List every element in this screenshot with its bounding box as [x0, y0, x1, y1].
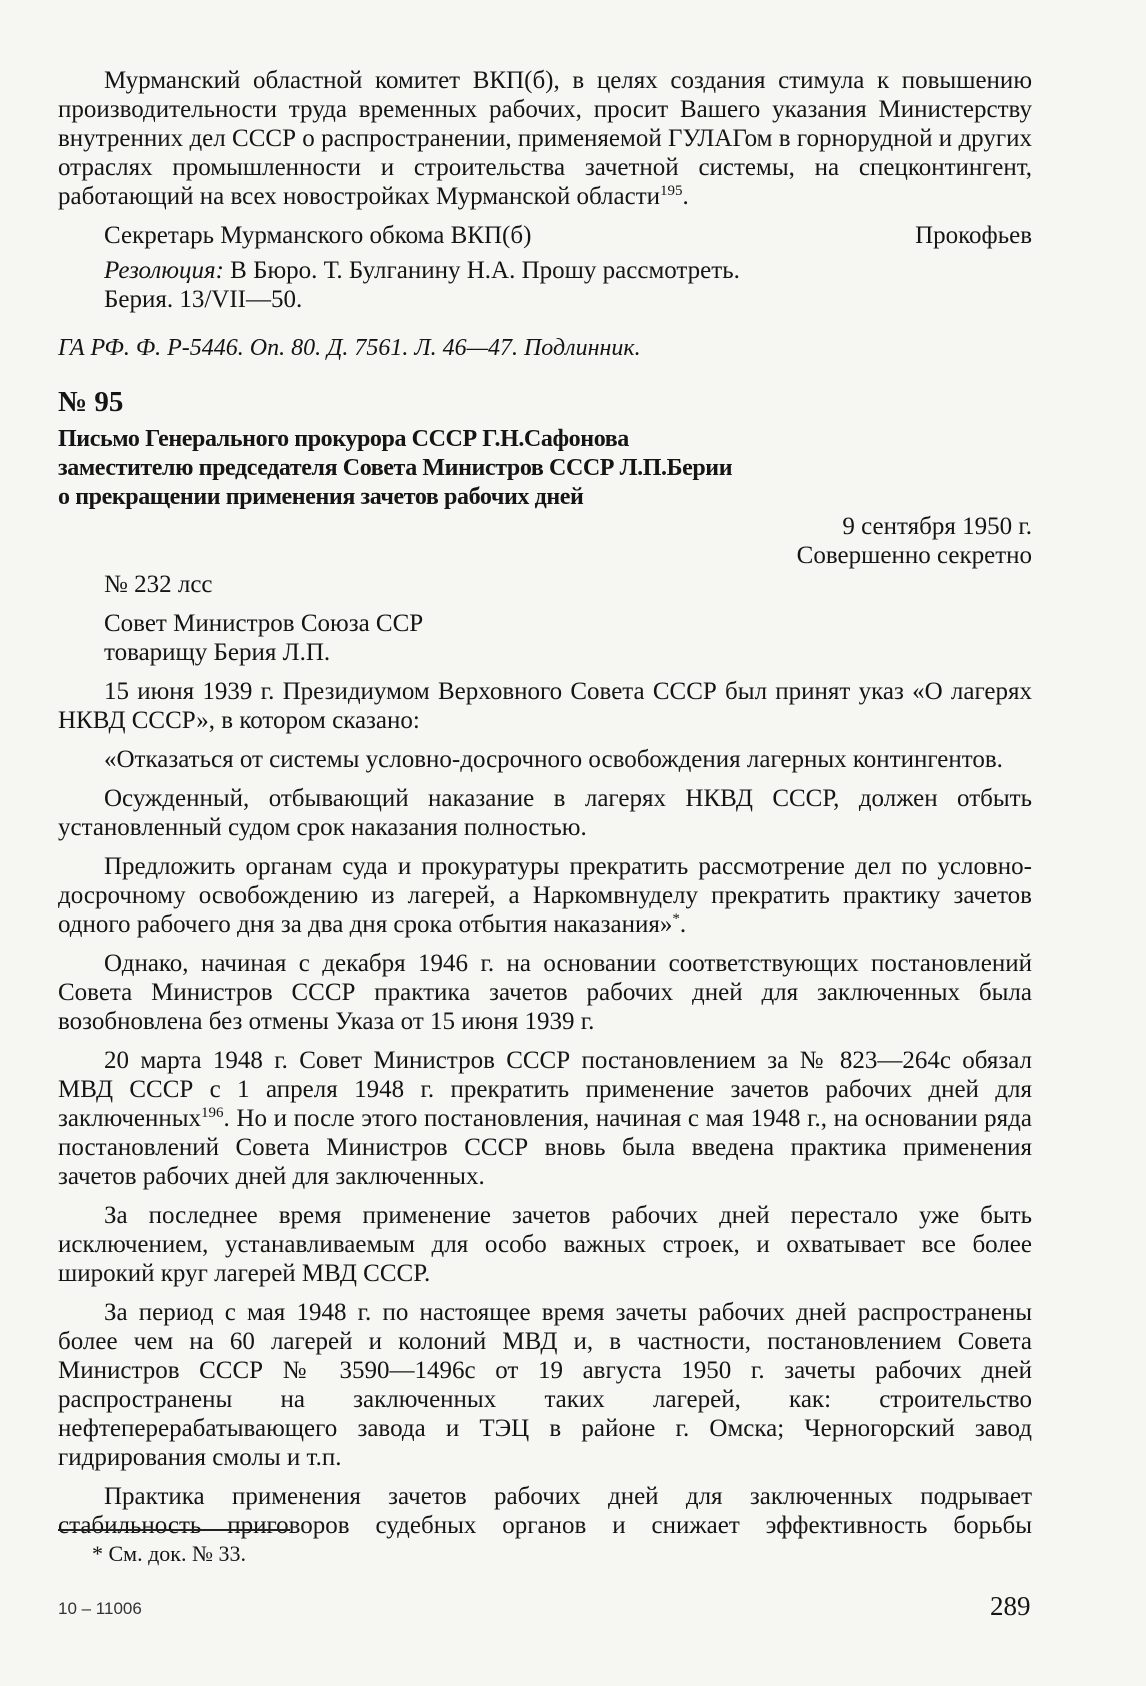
body-paragraph-4: Предложить органам суда и прокуратуры прекратить рассмотрение дел по условно-досрочному освобождению из лагерей, а Наркомвнуделу прекратить практику зачетов одного рабочего дня за два дня срока отбытия наказания»*. — [58, 853, 1032, 938]
secrecy-stamp: Совершенно секретно — [796, 542, 1032, 569]
body-paragraph-3: Осужденный, отбывающий наказание в лагерях НКВД СССР, должен отбыть установленный судом срок наказания полностью. — [58, 785, 1032, 841]
body-paragraph-5: Однако, начиная с декабря 1946 г. на основании соответствующих постановлений Совета Министров СССР практика зачетов рабочих дней для заключенных была возобновлена без отмены Указа от 15 июня 1939 г. — [58, 950, 1032, 1035]
body-paragraph-9: Практика применения зачетов рабочих дней для заключенных подрывает стабильность приговоров судебных органов и снижает эффективность борьбы — [58, 1483, 1032, 1539]
intro-paragraph: Мурманский областной комитет ВКП(б), в целях создания стимула к повышению производительности труда временных рабочих, просит Вашего указания Министерству внутренних дел СССР о распространении, применяемой ГУЛАГом в горнорудной и других отраслях промышленности и строительства зачетной системы, на спецконтингент, работающий на всех новостройках Мурманской области$^{195}$. — [58, 67, 1032, 210]
body-paragraph-7: За последнее время применение зачетов рабочих дней перестало уже быть исключением, устанавливаемым для особо важных строек, и охватывает все более широкий круг лагерей МВД СССР. — [58, 1202, 1032, 1287]
footnote: * См. док. № 33. — [92, 1541, 246, 1566]
registration-number: № 232 лсс — [104, 571, 213, 598]
resolution: Резолюция: В Бюро. Т. Булганину Н.А. Прошу рассмотреть. — [104, 257, 740, 284]
page-number: 289 — [990, 1591, 1031, 1621]
footnote-ref-195: 195 — [660, 183, 683, 199]
footnote-separator — [58, 1529, 290, 1531]
signer-name: Прокофьев — [915, 222, 1032, 249]
body-paragraph-6: 20 марта 1948 г. Совет Министров СССР постановлением за № 823—264с обязал МВД СССР с 1 апреля 1948 г. прекратить применение зачетов рабочих дней для заключенных$^{196}$. Но и после этого постановления, начиная с мая 1948 г., на основании ряда постановлений Совета Министров СССР вновь была введена практика применения зачетов рабочих дней для заключенных. — [58, 1047, 1032, 1190]
signature-line — [58, 221, 1032, 250]
document-number: № 95 — [58, 386, 124, 418]
body-paragraph-8: За период с мая 1948 г. по настоящее время зачеты рабочих дней распространены более чем на 60 лагерей и колоний МВД и, в частности, постановлением Совета Министров СССР № 3590—1496с от 19 августа 1950 г. зачеты рабочих дней распространены на заключенных таких лагерей, как: строительство нефтеперерабатывающего завода и ТЭЦ в районе г. Омска; Черногорский завод гидрирования смолы и т.п. — [58, 1299, 1032, 1471]
footnote-mark: * — [672, 911, 680, 927]
resolution-label: Резолюция: — [104, 257, 224, 284]
archive-reference: ГА РФ. Ф. Р-5446. Оп. 80. Д. 7561. Л. 46—47. Подлинник. — [58, 335, 641, 361]
body-paragraph-2: «Отказаться от системы условно-досрочного освобождения лагерных контингентов. — [104, 746, 1003, 773]
document-date: 9 сентября 1950 г. — [842, 513, 1032, 540]
footnote-ref-196: 196 — [201, 1105, 224, 1121]
body-paragraph-1: 15 июня 1939 г. Президиумом Верховного Совета СССР был принят указ «О лагерях НКВД СССР», в котором сказано: — [58, 678, 1032, 734]
signer-role: Секретарь Мурманского обкома ВКП(б) — [104, 222, 532, 249]
document-title: Письмо Генерального прокурора СССР Г.Н.Сафонова заместителю председателя Совета Министров СССР Л.П.Берии о прекращении применения зачетов рабочих дней — [58, 426, 733, 510]
addressee-line-2: товарищу Берия Л.П. — [104, 639, 331, 666]
print-imprint: 10 – 11006 — [58, 1599, 142, 1618]
page-content — [58, 66, 1032, 1540]
addressee-line-1: Совет Министров Союза ССР — [104, 610, 424, 637]
resolution-signature: Берия. 13/VII—50. — [104, 286, 303, 313]
